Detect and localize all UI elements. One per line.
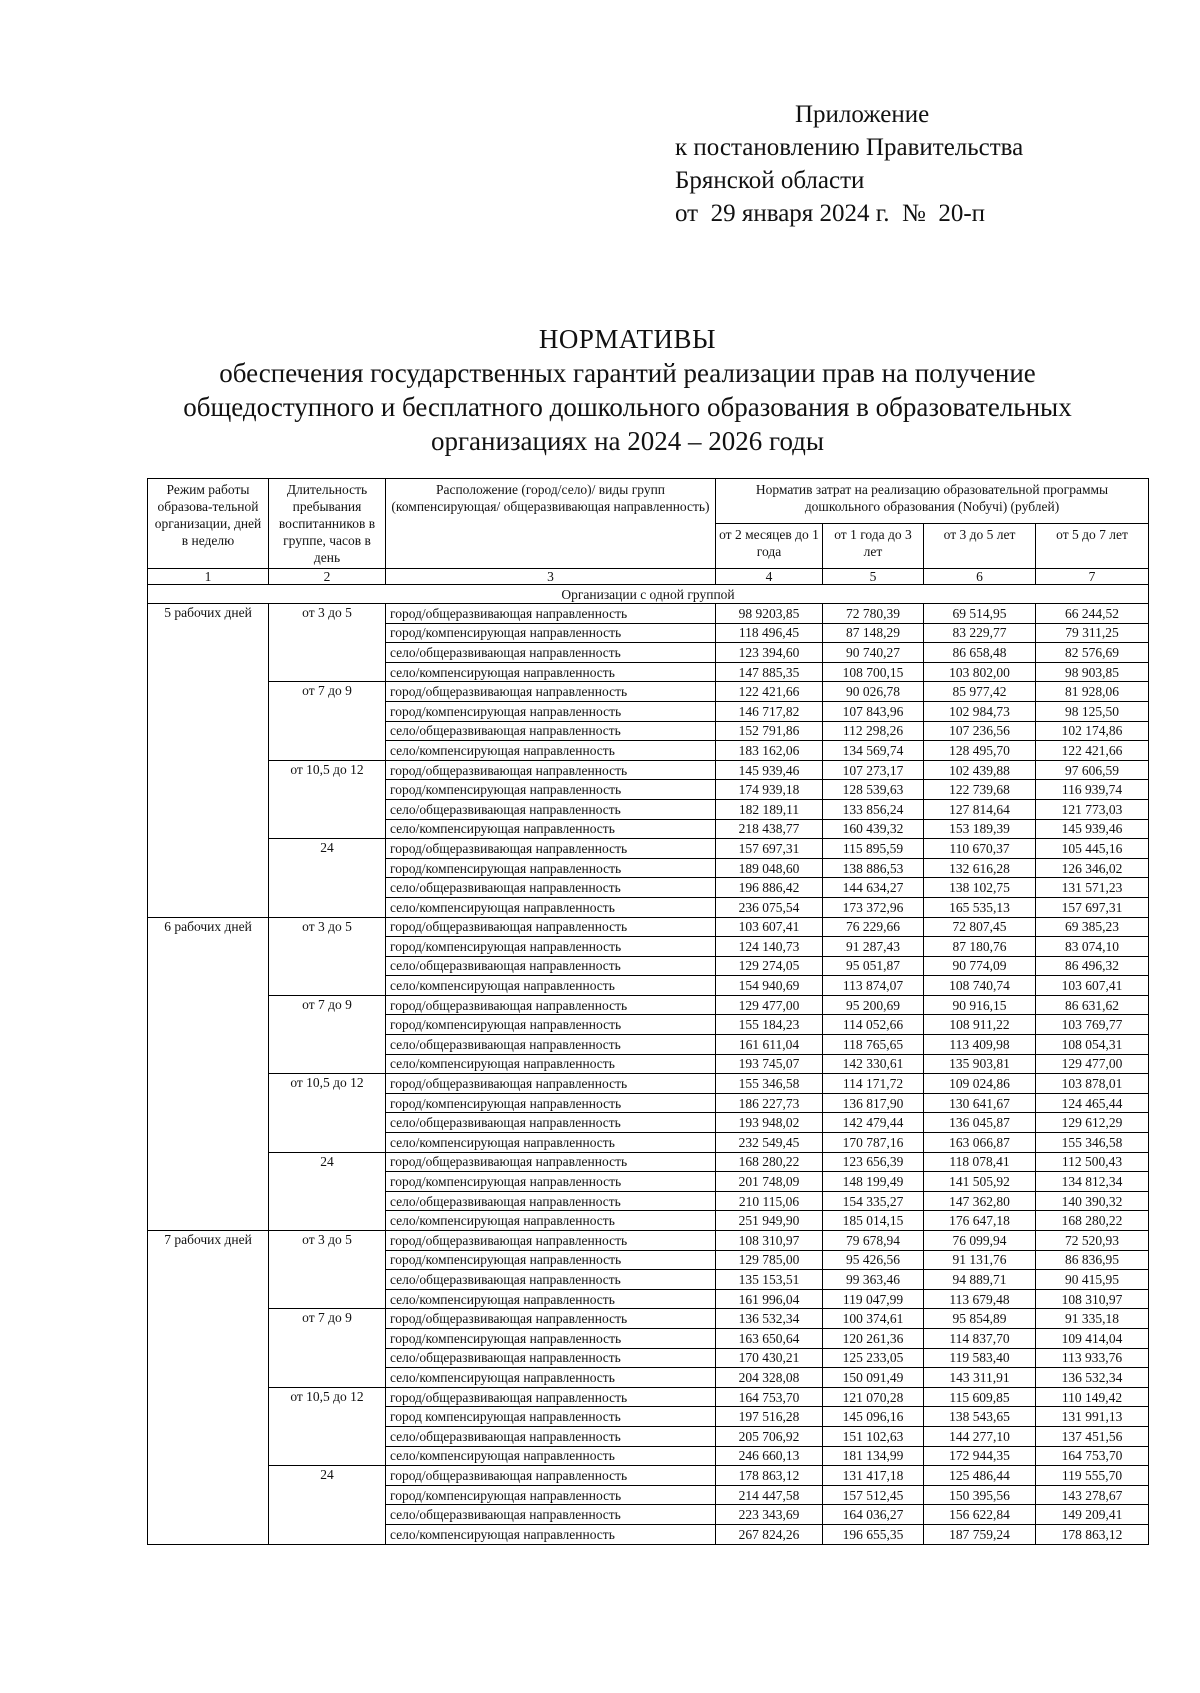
norm-value-cell: 133 856,24 — [823, 799, 924, 819]
section-title: Организации с одной группой — [148, 585, 1149, 604]
norm-value-cell: 201 748,09 — [716, 1172, 823, 1192]
norm-value-cell: 95 426,56 — [823, 1250, 924, 1270]
norm-value-cell: 124 140,73 — [716, 937, 823, 957]
column-index: 1 — [148, 569, 269, 585]
location-cell: село/общеразвивающая направленность — [386, 1270, 716, 1290]
norm-value-cell: 108 740,74 — [924, 976, 1036, 996]
norm-value-cell: 149 209,41 — [1036, 1505, 1149, 1525]
norms-table — [147, 478, 1149, 1545]
duration-cell: 24 — [269, 1466, 386, 1544]
title-line-3: общедоступного и бесплатного дошкольного образования в образовательных — [183, 392, 1072, 422]
appendix-resolution: к постановлению Правительства — [675, 134, 1024, 161]
column-index-row — [148, 569, 1149, 585]
norm-value-cell: 135 903,81 — [924, 1054, 1036, 1074]
norm-value-cell: 113 874,07 — [823, 976, 924, 996]
norm-value-cell: 86 658,48 — [924, 643, 1036, 663]
norm-value-cell: 173 372,96 — [823, 897, 924, 917]
norm-value-cell: 136 045,87 — [924, 1113, 1036, 1133]
location-cell: город/компенсирующая направленность — [386, 1250, 716, 1270]
title-main: НОРМАТИВЫ — [538, 324, 717, 354]
norm-value-cell: 125 486,44 — [924, 1466, 1036, 1486]
norm-value-cell: 236 075,54 — [716, 897, 823, 917]
norm-value-cell: 90 740,27 — [823, 643, 924, 663]
norm-value-cell: 125 233,05 — [823, 1348, 924, 1368]
norm-value-cell: 121 773,03 — [1036, 799, 1149, 819]
norm-value-cell: 85 977,42 — [924, 682, 1036, 702]
norm-value-cell: 160 439,32 — [823, 819, 924, 839]
norm-value-cell: 118 078,41 — [924, 1152, 1036, 1172]
norm-value-cell: 95 854,89 — [924, 1309, 1036, 1329]
location-cell: город/компенсирующая направленность — [386, 623, 716, 643]
norm-value-cell: 108 700,15 — [823, 662, 924, 682]
location-cell: город/общеразвивающая направленность — [386, 604, 716, 624]
norm-value-cell: 182 189,11 — [716, 799, 823, 819]
norm-value-cell: 72 520,93 — [1036, 1231, 1149, 1251]
norm-value-cell: 76 099,94 — [924, 1231, 1036, 1251]
location-cell: город/общеразвивающая направленность — [386, 760, 716, 780]
norm-value-cell: 144 277,10 — [924, 1426, 1036, 1446]
norm-value-cell: 196 886,42 — [716, 878, 823, 898]
norm-value-cell: 141 505,92 — [924, 1172, 1036, 1192]
norm-value-cell: 232 549,45 — [716, 1133, 823, 1153]
location-cell: город/компенсирующая направленность — [386, 1328, 716, 1348]
location-cell: город/общеразвивающая направленность — [386, 917, 716, 937]
norm-value-cell: 102 439,88 — [924, 760, 1036, 780]
norm-value-cell: 131 991,13 — [1036, 1407, 1149, 1427]
norm-value-cell: 143 278,67 — [1036, 1485, 1149, 1505]
norm-value-cell: 108 054,31 — [1036, 1035, 1149, 1055]
appendix-title: Приложение — [795, 101, 930, 128]
norm-value-cell: 145 939,46 — [716, 760, 823, 780]
header-norm: Норматив затрат на реализацию образовательной программы дошкольного образования (Nобучі) (рублей) — [716, 479, 1149, 524]
location-cell: город/компенсирующая направленность — [386, 937, 716, 957]
norm-value-cell: 86 631,62 — [1036, 995, 1149, 1015]
norm-value-cell: 112 500,43 — [1036, 1152, 1149, 1172]
norm-value-cell: 91 287,43 — [823, 937, 924, 957]
norm-value-cell: 204 328,08 — [716, 1368, 823, 1388]
location-cell: село/компенсирующая направленность — [386, 662, 716, 682]
norm-value-cell: 72 780,39 — [823, 604, 924, 624]
norm-value-cell: 170 787,16 — [823, 1133, 924, 1153]
norm-value-cell: 140 390,32 — [1036, 1191, 1149, 1211]
norm-value-cell: 69 514,95 — [924, 604, 1036, 624]
norm-value-cell: 156 622,84 — [924, 1505, 1036, 1525]
norm-value-cell: 82 576,69 — [1036, 643, 1149, 663]
norm-value-cell: 113 933,76 — [1036, 1348, 1149, 1368]
location-cell: село/компенсирующая направленность — [386, 976, 716, 996]
duration-cell: от 3 до 5 — [269, 604, 386, 682]
norm-value-cell: 152 791,86 — [716, 721, 823, 741]
table-row — [148, 1387, 1149, 1407]
norm-value-cell: 153 189,39 — [924, 819, 1036, 839]
norm-value-cell: 170 430,21 — [716, 1348, 823, 1368]
norm-value-cell: 164 753,70 — [716, 1387, 823, 1407]
norm-value-cell: 103 878,01 — [1036, 1074, 1149, 1094]
norm-value-cell: 129 477,00 — [1036, 1054, 1149, 1074]
norm-value-cell: 185 014,15 — [823, 1211, 924, 1231]
norm-value-cell: 119 583,40 — [924, 1348, 1036, 1368]
norm-value-cell: 150 091,49 — [823, 1368, 924, 1388]
norm-value-cell: 131 417,18 — [823, 1466, 924, 1486]
location-cell: село/компенсирующая направленность — [386, 1524, 716, 1544]
norm-value-cell: 130 641,67 — [924, 1093, 1036, 1113]
norm-value-cell: 135 153,51 — [716, 1270, 823, 1290]
norm-value-cell: 157 697,31 — [1036, 897, 1149, 917]
location-cell: село/компенсирующая направленность — [386, 1211, 716, 1231]
column-index: 2 — [269, 569, 386, 585]
norm-value-cell: 114 837,70 — [924, 1328, 1036, 1348]
norm-value-cell: 119 047,99 — [823, 1289, 924, 1309]
norm-value-cell: 90 026,78 — [823, 682, 924, 702]
norm-value-cell: 128 495,70 — [924, 741, 1036, 761]
norm-value-cell: 138 102,75 — [924, 878, 1036, 898]
mode-cell: 7 рабочих дней — [148, 1231, 269, 1545]
norm-value-cell: 155 346,58 — [716, 1074, 823, 1094]
norm-value-cell: 128 539,63 — [823, 780, 924, 800]
duration-cell: от 10,5 до 12 — [269, 1074, 386, 1152]
norm-value-cell: 98 9203,85 — [716, 604, 823, 624]
mode-cell: 5 рабочих дней — [148, 604, 269, 918]
norm-value-cell: 107 843,96 — [823, 701, 924, 721]
norm-value-cell: 181 134,99 — [823, 1446, 924, 1466]
norm-value-cell: 102 984,73 — [924, 701, 1036, 721]
norm-value-cell: 143 311,91 — [924, 1368, 1036, 1388]
norm-value-cell: 103 802,00 — [924, 662, 1036, 682]
norm-value-cell: 165 535,13 — [924, 897, 1036, 917]
location-cell: село/общеразвивающая направленность — [386, 643, 716, 663]
norm-value-cell: 251 949,90 — [716, 1211, 823, 1231]
norm-value-cell: 193 948,02 — [716, 1113, 823, 1133]
norm-value-cell: 136 532,34 — [1036, 1368, 1149, 1388]
duration-cell: 24 — [269, 1152, 386, 1230]
norm-value-cell: 107 273,17 — [823, 760, 924, 780]
norm-value-cell: 97 606,59 — [1036, 760, 1149, 780]
norm-value-cell: 103 607,41 — [1036, 976, 1149, 996]
location-cell: село/общеразвивающая направленность — [386, 1426, 716, 1446]
norm-value-cell: 121 070,28 — [823, 1387, 924, 1407]
norm-value-cell: 105 445,16 — [1036, 839, 1149, 859]
header-duration: Длительность пребывания воспитанников в группе, часов в день — [269, 479, 386, 569]
location-cell: город/общеразвивающая направленность — [386, 1231, 716, 1251]
table-row — [148, 760, 1149, 780]
duration-cell: от 3 до 5 — [269, 917, 386, 995]
norm-value-cell: 136 532,34 — [716, 1309, 823, 1329]
norm-value-cell: 176 647,18 — [924, 1211, 1036, 1231]
norm-value-cell: 186 227,73 — [716, 1093, 823, 1113]
norm-value-cell: 138 543,65 — [924, 1407, 1036, 1427]
norm-value-cell: 110 149,42 — [1036, 1387, 1149, 1407]
table-row — [148, 995, 1149, 1015]
location-cell: город/общеразвивающая направленность — [386, 1466, 716, 1486]
location-cell: село/общеразвивающая направленность — [386, 1191, 716, 1211]
norm-value-cell: 91 131,76 — [924, 1250, 1036, 1270]
norm-value-cell: 129 274,05 — [716, 956, 823, 976]
norm-value-cell: 99 363,46 — [823, 1270, 924, 1290]
table-row — [148, 917, 1149, 937]
norm-value-cell: 161 611,04 — [716, 1035, 823, 1055]
norm-value-cell: 174 939,18 — [716, 780, 823, 800]
norm-value-cell: 69 385,23 — [1036, 917, 1149, 937]
location-cell: село/общеразвивающая направленность — [386, 721, 716, 741]
location-cell: город/общеразвивающая направленность — [386, 1074, 716, 1094]
norm-value-cell: 157 512,45 — [823, 1485, 924, 1505]
norm-value-cell: 168 280,22 — [716, 1152, 823, 1172]
norm-value-cell: 205 706,92 — [716, 1426, 823, 1446]
norm-value-cell: 98 903,85 — [1036, 662, 1149, 682]
location-cell: село/общеразвивающая направленность — [386, 1348, 716, 1368]
norm-value-cell: 164 753,70 — [1036, 1446, 1149, 1466]
mode-cell: 6 рабочих дней — [148, 917, 269, 1231]
header-age-2m-1y: от 2 месяцев до 1 года — [716, 524, 823, 569]
norm-value-cell: 178 863,12 — [1036, 1524, 1149, 1544]
norm-value-cell: 168 280,22 — [1036, 1211, 1149, 1231]
norm-value-cell: 95 051,87 — [823, 956, 924, 976]
norm-value-cell: 108 911,22 — [924, 1015, 1036, 1035]
section-row — [148, 585, 1149, 604]
location-cell: село/компенсирующая направленность — [386, 819, 716, 839]
location-cell: село/общеразвивающая направленность — [386, 799, 716, 819]
norm-value-cell: 108 310,97 — [716, 1231, 823, 1251]
norm-value-cell: 145 939,46 — [1036, 819, 1149, 839]
location-cell: село/общеразвивающая направленность — [386, 956, 716, 976]
norm-value-cell: 146 717,82 — [716, 701, 823, 721]
norm-value-cell: 147 362,80 — [924, 1191, 1036, 1211]
norm-value-cell: 114 052,66 — [823, 1015, 924, 1035]
location-cell: город/общеразвивающая направленность — [386, 995, 716, 1015]
norm-value-cell: 163 650,64 — [716, 1328, 823, 1348]
column-index: 5 — [823, 569, 924, 585]
column-index: 4 — [716, 569, 823, 585]
norm-value-cell: 155 346,58 — [1036, 1133, 1149, 1153]
location-cell: город/общеразвивающая направленность — [386, 1387, 716, 1407]
norm-value-cell: 87 148,29 — [823, 623, 924, 643]
norm-value-cell: 123 394,60 — [716, 643, 823, 663]
norm-value-cell: 134 812,34 — [1036, 1172, 1149, 1192]
location-cell: город/компенсирующая направленность — [386, 858, 716, 878]
appendix-region: Брянской области — [675, 167, 865, 194]
table-row — [148, 839, 1149, 859]
norm-value-cell: 94 889,71 — [924, 1270, 1036, 1290]
norm-value-cell: 126 346,02 — [1036, 858, 1149, 878]
location-cell: город/компенсирующая направленность — [386, 1015, 716, 1035]
title-line-4: организациях на 2024 – 2026 годы — [430, 426, 825, 456]
location-cell: город/компенсирующая направленность — [386, 1485, 716, 1505]
location-cell: село/компенсирующая направленность — [386, 1446, 716, 1466]
norm-value-cell: 100 374,61 — [823, 1309, 924, 1329]
norm-value-cell: 103 607,41 — [716, 917, 823, 937]
norm-value-cell: 79 678,94 — [823, 1231, 924, 1251]
document-title — [140, 322, 1115, 458]
duration-cell: от 10,5 до 12 — [269, 760, 386, 838]
norm-value-cell: 214 447,58 — [716, 1485, 823, 1505]
norm-value-cell: 134 569,74 — [823, 741, 924, 761]
location-cell: город/компенсирующая направленность — [386, 1093, 716, 1113]
norm-value-cell: 109 024,86 — [924, 1074, 1036, 1094]
norm-value-cell: 164 036,27 — [823, 1505, 924, 1525]
norm-value-cell: 151 102,63 — [823, 1426, 924, 1446]
norm-value-cell: 116 939,74 — [1036, 780, 1149, 800]
norm-value-cell: 118 765,65 — [823, 1035, 924, 1055]
norm-value-cell: 157 697,31 — [716, 839, 823, 859]
norm-value-cell: 115 609,85 — [924, 1387, 1036, 1407]
norm-value-cell: 113 409,98 — [924, 1035, 1036, 1055]
table-row — [148, 1152, 1149, 1172]
norm-value-cell: 86 836,95 — [1036, 1250, 1149, 1270]
duration-cell: от 10,5 до 12 — [269, 1387, 386, 1465]
norm-value-cell: 112 298,26 — [823, 721, 924, 741]
duration-cell: от 7 до 9 — [269, 1309, 386, 1387]
norm-value-cell: 148 199,49 — [823, 1172, 924, 1192]
norm-value-cell: 246 660,13 — [716, 1446, 823, 1466]
location-cell: село/компенсирующая направленность — [386, 741, 716, 761]
norm-value-cell: 137 451,56 — [1036, 1426, 1149, 1446]
location-cell: город/общеразвивающая направленность — [386, 682, 716, 702]
norm-value-cell: 163 066,87 — [924, 1133, 1036, 1153]
duration-cell: от 7 до 9 — [269, 995, 386, 1073]
norm-value-cell: 155 184,23 — [716, 1015, 823, 1035]
table-row — [148, 604, 1149, 624]
norm-value-cell: 127 814,64 — [924, 799, 1036, 819]
norm-value-cell: 210 115,06 — [716, 1191, 823, 1211]
norm-value-cell: 102 174,86 — [1036, 721, 1149, 741]
norm-value-cell: 129 612,29 — [1036, 1113, 1149, 1133]
duration-cell: от 7 до 9 — [269, 682, 386, 760]
norm-value-cell: 147 885,35 — [716, 662, 823, 682]
table-row — [148, 1231, 1149, 1251]
norm-value-cell: 142 330,61 — [823, 1054, 924, 1074]
norm-value-cell: 118 496,45 — [716, 623, 823, 643]
norm-value-cell: 90 774,09 — [924, 956, 1036, 976]
norm-value-cell: 138 886,53 — [823, 858, 924, 878]
location-cell: город/общеразвивающая направленность — [386, 839, 716, 859]
norm-value-cell: 183 162,06 — [716, 741, 823, 761]
norm-value-cell: 132 616,28 — [924, 858, 1036, 878]
norm-value-cell: 110 670,37 — [924, 839, 1036, 859]
norm-value-cell: 113 679,48 — [924, 1289, 1036, 1309]
norm-value-cell: 81 928,06 — [1036, 682, 1149, 702]
norm-value-cell: 129 477,00 — [716, 995, 823, 1015]
appendix-date-number: от 29 января 2024 г. № 20-п — [675, 200, 986, 227]
norm-value-cell: 150 395,56 — [924, 1485, 1036, 1505]
norm-value-cell: 83 074,10 — [1036, 937, 1149, 957]
norm-value-cell: 90 916,15 — [924, 995, 1036, 1015]
norm-value-cell: 114 171,72 — [823, 1074, 924, 1094]
norm-value-cell: 95 200,69 — [823, 995, 924, 1015]
location-cell: село/общеразвивающая направленность — [386, 1113, 716, 1133]
norm-value-cell: 91 335,18 — [1036, 1309, 1149, 1329]
location-cell: село/компенсирующая направленность — [386, 1368, 716, 1388]
location-cell: город/компенсирующая направленность — [386, 780, 716, 800]
norm-value-cell: 122 421,66 — [716, 682, 823, 702]
norm-value-cell: 98 125,50 — [1036, 701, 1149, 721]
norm-value-cell: 79 311,25 — [1036, 623, 1149, 643]
location-cell: село/общеразвивающая направленность — [386, 1505, 716, 1525]
norm-value-cell: 131 571,23 — [1036, 878, 1149, 898]
norm-value-cell: 115 895,59 — [823, 839, 924, 859]
norm-value-cell: 193 745,07 — [716, 1054, 823, 1074]
norm-value-cell: 120 261,36 — [823, 1328, 924, 1348]
location-cell: село/компенсирующая направленность — [386, 1133, 716, 1153]
location-cell: село/компенсирующая направленность — [386, 897, 716, 917]
norm-value-cell: 72 807,45 — [924, 917, 1036, 937]
norm-value-cell: 161 996,04 — [716, 1289, 823, 1309]
norm-value-cell: 129 785,00 — [716, 1250, 823, 1270]
table-row — [148, 1466, 1149, 1486]
location-cell: село/общеразвивающая направленность — [386, 878, 716, 898]
norm-value-cell: 172 944,35 — [924, 1446, 1036, 1466]
norm-value-cell: 136 817,90 — [823, 1093, 924, 1113]
location-cell: город/общеразвивающая направленность — [386, 1309, 716, 1329]
norm-value-cell: 107 236,56 — [924, 721, 1036, 741]
norm-value-cell: 178 863,12 — [716, 1466, 823, 1486]
table-row — [148, 1074, 1149, 1094]
title-line-2: обеспечения государственных гарантий реализации прав на получение — [219, 358, 1036, 388]
norm-value-cell: 145 096,16 — [823, 1407, 924, 1427]
norm-value-cell: 142 479,44 — [823, 1113, 924, 1133]
location-cell: город/компенсирующая направленность — [386, 1172, 716, 1192]
norm-value-cell: 267 824,26 — [716, 1524, 823, 1544]
norm-value-cell: 87 180,76 — [924, 937, 1036, 957]
norm-value-cell: 154 335,27 — [823, 1191, 924, 1211]
norm-value-cell: 223 343,69 — [716, 1505, 823, 1525]
appendix-block — [675, 98, 1023, 230]
header-age-1-3: от 1 года до 3 лет — [823, 524, 924, 569]
norm-value-cell: 123 656,39 — [823, 1152, 924, 1172]
norm-value-cell: 108 310,97 — [1036, 1289, 1149, 1309]
norm-value-cell: 122 421,66 — [1036, 741, 1149, 761]
norm-value-cell: 109 414,04 — [1036, 1328, 1149, 1348]
duration-cell: от 3 до 5 — [269, 1231, 386, 1309]
norm-value-cell: 154 940,69 — [716, 976, 823, 996]
norm-value-cell: 196 655,35 — [823, 1524, 924, 1544]
column-index: 3 — [386, 569, 716, 585]
table-row — [148, 682, 1149, 702]
location-cell: город/общеразвивающая направленность — [386, 1152, 716, 1172]
header-age-3-5: от 3 до 5 лет — [924, 524, 1036, 569]
table-body — [148, 585, 1149, 1545]
column-index: 7 — [1036, 569, 1149, 585]
duration-cell: 24 — [269, 839, 386, 917]
norm-value-cell: 76 229,66 — [823, 917, 924, 937]
norm-value-cell: 83 229,77 — [924, 623, 1036, 643]
location-cell: город/компенсирующая направленность — [386, 701, 716, 721]
norm-value-cell: 124 465,44 — [1036, 1093, 1149, 1113]
norm-value-cell: 189 048,60 — [716, 858, 823, 878]
header-mode: Режим работы образова-тельной организации, дней в неделю — [148, 479, 269, 569]
location-cell: село/компенсирующая направленность — [386, 1289, 716, 1309]
location-cell: город компенсирующая направленность — [386, 1407, 716, 1427]
norm-value-cell: 144 634,27 — [823, 878, 924, 898]
norm-value-cell: 90 415,95 — [1036, 1270, 1149, 1290]
header-age-5-7: от 5 до 7 лет — [1036, 524, 1149, 569]
header-location: Расположение (город/село)/ виды групп (компенсирующая/ общеразвивающая направленность) — [386, 479, 716, 569]
location-cell: село/общеразвивающая направленность — [386, 1035, 716, 1055]
norm-value-cell: 122 739,68 — [924, 780, 1036, 800]
table-row — [148, 1309, 1149, 1329]
column-index: 6 — [924, 569, 1036, 585]
norm-value-cell: 103 769,77 — [1036, 1015, 1149, 1035]
norm-value-cell: 66 244,52 — [1036, 604, 1149, 624]
norm-value-cell: 187 759,24 — [924, 1524, 1036, 1544]
norm-value-cell: 218 438,77 — [716, 819, 823, 839]
norm-value-cell: 197 516,28 — [716, 1407, 823, 1427]
norm-value-cell: 86 496,32 — [1036, 956, 1149, 976]
location-cell: село/компенсирующая направленность — [386, 1054, 716, 1074]
norm-value-cell: 119 555,70 — [1036, 1466, 1149, 1486]
